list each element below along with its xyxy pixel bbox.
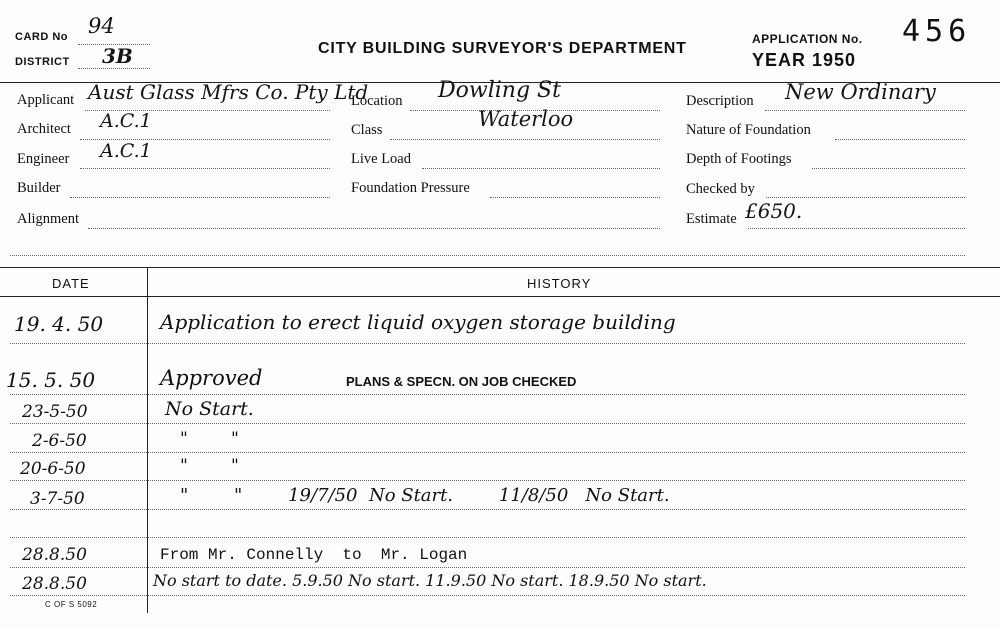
description-label: Description xyxy=(686,93,754,109)
table-header-rule xyxy=(0,296,1000,297)
estimate-line xyxy=(748,228,965,229)
description-value: New Ordinary xyxy=(785,80,936,104)
depth-of-footings-label: Depth of Footings xyxy=(686,151,792,167)
alignment-label: Alignment xyxy=(17,211,80,227)
year: YEAR 1950 xyxy=(752,50,857,70)
row-line xyxy=(10,423,965,424)
date-column-header: DATE xyxy=(52,276,90,291)
row-5-history: " " xyxy=(180,456,239,476)
engineer-value: A.C.1 xyxy=(100,140,152,162)
row-6-date: 3-7-50 xyxy=(30,489,85,509)
estimate-label: Estimate xyxy=(686,211,737,227)
row-1-history: Application to erect liquid oxygen storage building xyxy=(160,310,676,334)
history-column-header: HISTORY xyxy=(527,276,592,291)
depth-line xyxy=(812,168,965,169)
card-no-label: CARD No xyxy=(15,31,68,43)
nature-of-foundation-label: Nature of Foundation xyxy=(686,122,811,138)
row-3-date: 23-5-50 xyxy=(22,402,88,422)
row-8-date: 28.8.50 xyxy=(22,545,87,565)
row-line xyxy=(10,452,965,453)
live-load-line xyxy=(422,168,660,169)
alignment-line xyxy=(88,228,660,229)
live-load-label: Live Load xyxy=(351,151,411,167)
applicant-value: Aust Glass Mfrs Co. Pty Ltd xyxy=(88,80,369,104)
foundation-pressure-line xyxy=(490,197,660,198)
row-8-history: From Mr. Connelly to Mr. Logan xyxy=(160,546,468,564)
row-line xyxy=(10,394,965,395)
row-3-history: No Start. xyxy=(165,398,254,420)
plans-checked-stamp: PLANS & SPECN. ON JOB CHECKED xyxy=(346,374,577,389)
district-line xyxy=(78,68,150,69)
nature-line xyxy=(835,139,965,140)
engineer-line xyxy=(80,168,330,169)
column-divider xyxy=(147,268,148,613)
row-6-history: " " 19/7/50 No Start. 11/8/50 No Start. xyxy=(180,485,670,506)
builder-label: Builder xyxy=(17,180,61,196)
row-9-history: No start to date. 5.9.50 No start. 11.9.50 No start. 18.9.50 No start. xyxy=(153,571,707,590)
applicant-label: Applicant xyxy=(17,92,75,108)
district-label: DISTRICT xyxy=(15,56,70,68)
row-4-date: 2-6-50 xyxy=(32,431,87,451)
row-line xyxy=(10,595,965,596)
architect-label: Architect xyxy=(17,121,71,137)
location-value: Dowling St xyxy=(438,78,561,103)
checked-line xyxy=(766,197,965,198)
fields-bottom-line xyxy=(10,255,965,256)
row-line xyxy=(10,480,965,481)
application-no-label: APPLICATION No. xyxy=(752,32,863,46)
row-line xyxy=(10,567,965,568)
row-9-date: 28.8.50 xyxy=(22,574,87,594)
location-label: Location xyxy=(351,93,403,109)
checked-by-label: Checked by xyxy=(686,181,755,197)
builder-line xyxy=(70,197,330,198)
foundation-pressure-label: Foundation Pressure xyxy=(351,180,470,196)
row-1-date: 19. 4. 50 xyxy=(14,312,104,336)
engineer-label: Engineer xyxy=(17,151,70,167)
row-4-history: " " xyxy=(180,429,239,449)
estimate-value: £650. xyxy=(745,199,803,223)
class-label: Class xyxy=(351,122,383,138)
department-title: CITY BUILDING SURVEYOR'S DEPARTMENT xyxy=(318,40,687,57)
table-top-rule xyxy=(0,267,1000,268)
form-number: C OF S 5092 xyxy=(45,600,98,609)
card-no-value: 94 xyxy=(88,14,115,38)
district-value: 3B xyxy=(102,44,133,68)
row-5-date: 20-6-50 xyxy=(20,459,86,479)
row-2-date: 15. 5. 50 xyxy=(6,368,96,392)
class-value: Waterloo xyxy=(478,107,574,131)
row-2-history: Approved xyxy=(160,366,263,390)
application-no-value: 456 xyxy=(902,14,972,49)
row-line xyxy=(10,509,965,510)
class-line xyxy=(390,139,660,140)
architect-value: A.C.1 xyxy=(100,110,152,132)
row-line xyxy=(10,537,965,538)
description-line xyxy=(765,110,965,111)
row-line xyxy=(10,343,965,344)
